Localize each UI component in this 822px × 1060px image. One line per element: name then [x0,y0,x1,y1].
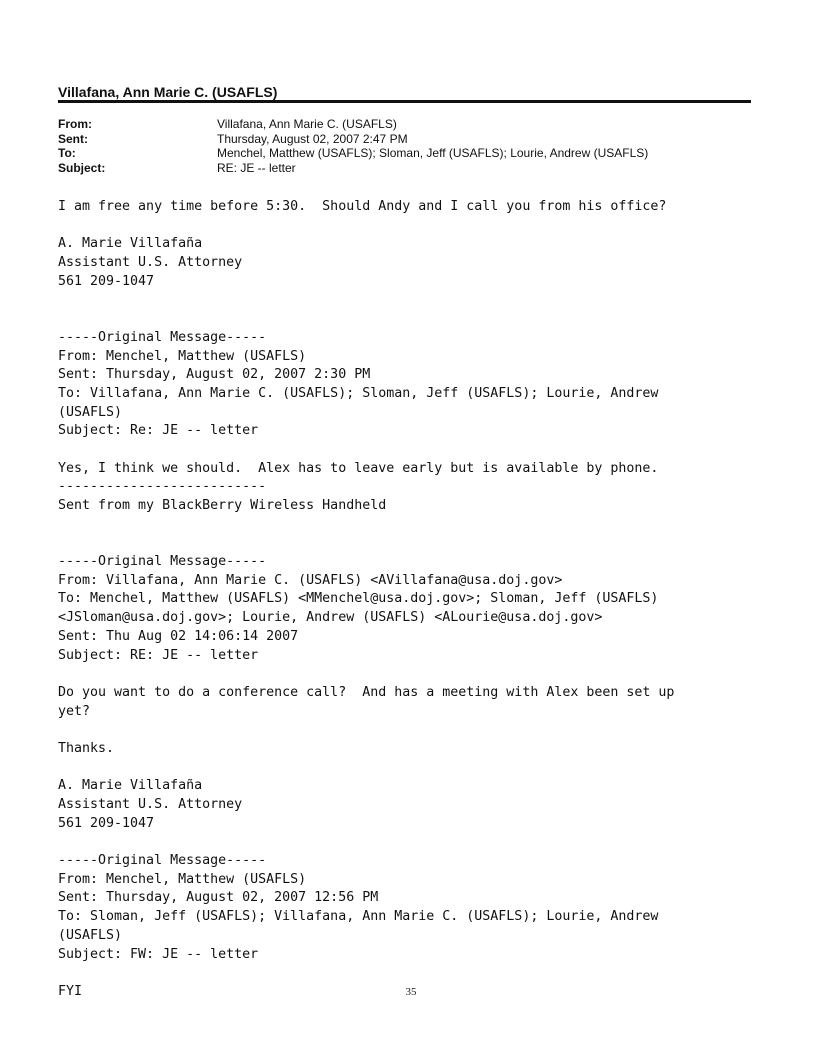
header-value: Menchel, Matthew (USAFLS); Sloman, Jeff (USAFLS); Lourie, Andrew (USAFLS) [217,146,649,160]
header-value: Villafana, Ann Marie C. (USAFLS) [217,117,397,131]
body-line: Assistant U.S. Attorney [58,255,243,271]
body-line: 561 209-1047 [58,273,155,289]
email-body [58,198,674,1002]
body-line: From: Menchel, Matthew (USAFLS) [58,871,307,887]
body-line: Sent: Thu Aug 02 14:06:14 2007 [58,628,299,644]
body-line: Sent from my BlackBerry Wireless Handheld [58,498,387,513]
body-line: Sent: Thursday, August 02, 2007 12:56 PM [58,890,379,906]
header-label: Subject: [58,160,106,175]
body-line: Assistant U.S. Attorney [58,797,243,812]
body-line: yet? [58,703,91,719]
body-line: Subject: FW: JE -- letter [58,946,259,962]
body-line: To: Sloman, Jeff (USAFLS); Villafana, Ann Marie C. (USAFLS); Lourie, Andrew [58,909,659,925]
header-rule [58,100,751,103]
body-line: Subject: RE: JE -- letter [58,647,259,663]
blank-line [58,217,674,236]
header-row-sent [58,132,648,147]
header-row-from [58,117,648,132]
body-line: -----Original Message----- [58,329,267,345]
header-label: Sent: [58,131,88,146]
header-row-to [58,146,648,161]
body-line: From: Menchel, Matthew (USAFLS) [58,348,307,364]
blank-line [58,759,674,778]
blank-line [58,833,674,852]
blank-line [58,721,674,740]
body-line: Sent: Thursday, August 02, 2007 2:30 PM [58,367,371,383]
body-line: Do you want to do a conference call? And has a meeting with Alex been set up [58,684,675,700]
body-line: Yes, I think we should. Alex has to leave early but is available by phone. [58,460,659,476]
body-line: Thanks. [58,740,115,756]
blank-line [58,665,674,684]
sender-name-heading: Villafana, Ann Marie C. (USAFLS) [58,84,278,100]
page-number: 35 [405,986,417,998]
body-line: From: Villafana, Ann Marie C. (USAFLS) <AVillafana@usa.doj.gov> [58,572,563,588]
body-line: To: Menchel, Matthew (USAFLS) <MMenchel@usa.doj.gov>; Sloman, Jeff (USAFLS) [58,591,659,607]
body-line: <JSloman@usa.doj.gov>; Lourie, Andrew (USAFLS) <ALourie@usa.doj.gov> [58,610,603,626]
body-line: 561 209-1047 [58,815,155,831]
header-label: From: [58,117,92,131]
body-line: -----Original Message----- [58,554,267,570]
blank-line [58,441,674,460]
body-line: FYI [58,983,83,999]
blank-line [58,516,674,535]
body-line: Subject: Re: JE -- letter [58,423,259,439]
blank-line [58,310,674,329]
blank-line [58,291,674,310]
header-row-subject [58,161,648,176]
header-value: RE: JE -- letter [217,160,296,175]
blank-line [58,964,674,983]
body-line: (USAFLS) [58,927,123,943]
header-label: To: [58,146,76,160]
body-line: To: Villafana, Ann Marie C. (USAFLS); Sloman, Jeff (USAFLS); Lourie, Andrew [58,385,659,401]
header-value: Thursday, August 02, 2007 2:47 PM [217,131,408,146]
body-line: -----Original Message----- [58,853,267,869]
body-line: -------------------------- [58,479,267,495]
body-line: A. Marie Villafaña [58,778,203,794]
email-header-block [58,117,648,175]
body-line: A. Marie Villafaña [58,236,203,252]
blank-line [58,534,674,553]
body-line: (USAFLS) [58,404,123,420]
body-line: I am free any time before 5:30. Should Andy and I call you from his office? [58,199,667,214]
